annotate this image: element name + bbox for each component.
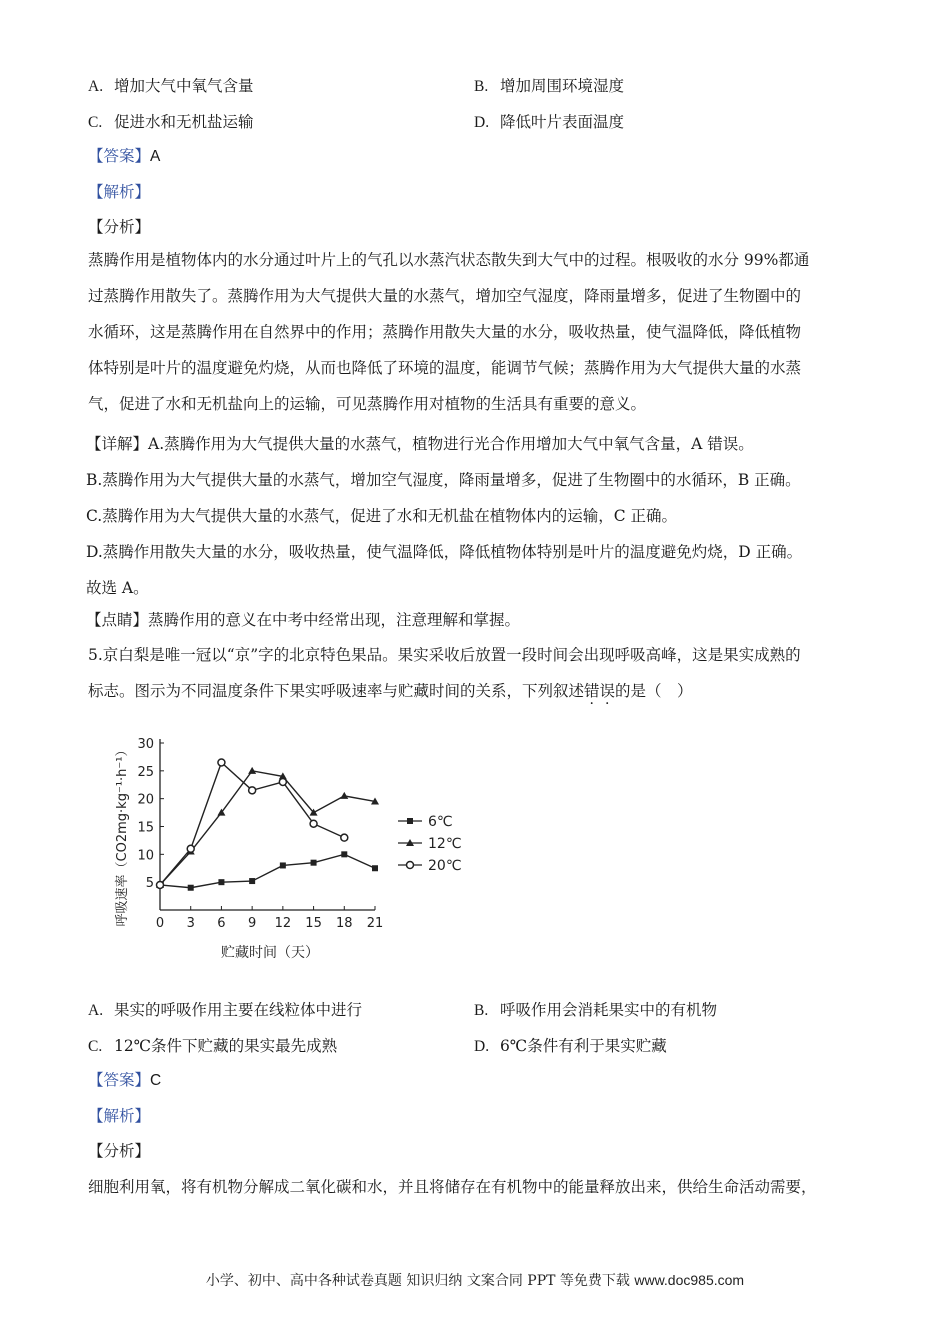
footer-text: 小学、初中、高中各种试卷真题 知识归纳 文案合同 PPT 等免费下载 [205, 1273, 630, 1289]
x-tick-label: 21 [366, 916, 384, 931]
y-tick-label: 30 [137, 737, 154, 752]
option-a [88, 76, 254, 97]
y-tick-label: 5 [145, 876, 154, 892]
fenxi-tag: 【分析】 [88, 1142, 151, 1160]
fenxi-line: 体特别是叶片的温度避免灼烧，从而也降低了环境的温度，能调节气候；蒸腾作用为大气提供大量的水蒸 [88, 359, 802, 377]
q5-stem-line2 [88, 681, 693, 701]
option-label: D. [474, 1038, 490, 1055]
footer [0, 1270, 950, 1290]
x-tick-label: 18 [336, 916, 353, 931]
series-line-triangle [160, 771, 375, 885]
answer-tag: 【答案】 [88, 1071, 151, 1089]
x-tick-label: 9 [248, 916, 257, 931]
detail-line: 【详解】A.蒸腾作用为大气提供大量的水蒸气，植物进行光合作用增加大气中氧气含量，A 错误。 [86, 435, 754, 453]
chart-ylabel: 呼吸速率（CO2mg·kg⁻¹·h⁻¹） [115, 743, 130, 927]
q5-stem-text: 的是（ ） [615, 682, 693, 700]
option-text: 果实的呼吸作用主要在线粒体中进行 [114, 1001, 363, 1019]
dianjing-line: 【点睛】蒸腾作用的意义在中考中经常出现，注意理解和掌握。 [86, 611, 521, 629]
data-point-triangle [340, 792, 348, 799]
data-point-square [218, 879, 224, 885]
fenxi-line: 蒸腾作用是植物体内的水分通过叶片上的气孔以水蒸汽状态散失到大气中的过程。根吸收的水分 99%都通 [88, 251, 810, 269]
x-tick-label: 6 [217, 916, 226, 931]
option-text: 降低叶片表面温度 [500, 113, 625, 131]
data-point-circle [249, 787, 256, 794]
analysis-tag: 【解析】 [88, 1107, 151, 1125]
option-label: C. [88, 114, 103, 131]
option-label: B. [474, 78, 489, 95]
data-point-square [280, 862, 286, 868]
data-point-square [372, 865, 378, 871]
data-point-circle [310, 820, 317, 827]
y-tick-label: 10 [137, 848, 154, 864]
fenxi-line: 过蒸腾作用散失了。蒸腾作用为大气提供大量的水蒸气，增加空气湿度，降雨量增多，促进了生物圈中的 [88, 287, 802, 305]
option-d [474, 1036, 667, 1057]
data-point-circle [279, 778, 286, 785]
option-d [474, 112, 624, 133]
option-text: 6℃条件有利于果实贮藏 [500, 1037, 667, 1055]
legend-marker-square [407, 818, 413, 824]
x-tick-label: 15 [305, 916, 322, 931]
x-tick-label: 12 [274, 916, 292, 931]
q5-emph-char: 误 [599, 682, 616, 700]
analysis-tag: 【解析】 [88, 183, 151, 201]
data-point-circle [341, 834, 348, 841]
detail-line: D.蒸腾作用散失大量的水分，吸收热量，使气温降低，降低植物体特别是叶片的温度避免灼烧，D 正确。 [86, 543, 803, 561]
series-line-square [160, 854, 375, 887]
option-c [88, 1036, 337, 1057]
x-tick-label: 0 [155, 916, 165, 931]
q5-stem-text: 标志。图示为不同温度条件下果实呼吸速率与贮藏时间的关系，下列叙述 [88, 682, 585, 700]
footer-url[interactable]: www.doc985.com [634, 1272, 745, 1288]
answer-line [88, 146, 160, 167]
answer-line [88, 1070, 161, 1091]
option-label: A. [88, 1002, 104, 1019]
fenxi-line: 水循环，这是蒸腾作用在自然界中的作用；蒸腾作用散失大量的水分，吸收热量，使气温降低，降低植物 [88, 323, 802, 341]
option-label: A. [88, 78, 104, 95]
option-label: B. [474, 1002, 489, 1019]
data-point-square [311, 860, 317, 866]
fenxi-paragraph [88, 242, 868, 422]
y-tick-label: 25 [137, 764, 154, 780]
q5-emph-char: 错 [584, 682, 600, 700]
fenxi-line: 气，促进了水和无机盐向上的运输，可见蒸腾作用对植物的生活具有重要的意义。 [88, 395, 647, 413]
x-tick-label: 3 [186, 916, 195, 931]
option-c [88, 112, 254, 133]
data-point-square [341, 851, 347, 857]
detail-line: 故选 A。 [86, 579, 149, 597]
option-b [474, 1000, 717, 1021]
detail-line: B.蒸腾作用为大气提供大量的水蒸气，增加空气湿度，降雨量增多，促进了生物圈中的水循环，B 正确。 [86, 471, 801, 489]
answer-value: A [150, 148, 161, 165]
fenxi-tag: 【分析】 [88, 218, 151, 236]
option-text: 增加大气中氧气含量 [114, 77, 254, 95]
option-b [474, 76, 624, 97]
y-tick-label: 15 [137, 820, 154, 836]
option-label: D. [474, 114, 490, 131]
data-point-circle [218, 759, 225, 766]
option-text: 促进水和无机盐运输 [114, 113, 254, 131]
answer-tag: 【答案】 [88, 147, 151, 165]
legend-label: 6℃ [428, 814, 453, 830]
chart-xlabel: 贮藏时间（天） [221, 945, 319, 961]
data-point-circle [157, 881, 164, 888]
option-text: 12℃条件下贮藏的果实最先成熟 [114, 1037, 338, 1055]
detail-paragraph [86, 426, 866, 606]
legend-label: 20℃ [428, 858, 462, 874]
data-point-circle [187, 845, 194, 852]
option-text: 增加周围环境湿度 [500, 77, 625, 95]
detail-line: C.蒸腾作用为大气提供大量的水蒸气，促进了水和无机盐在植物体内的运输，C 正确。 [86, 507, 678, 525]
legend-marker-circle [407, 862, 414, 869]
data-point-square [188, 885, 194, 891]
option-a [88, 1000, 362, 1021]
legend-label: 12℃ [428, 836, 462, 852]
answer-value: C [150, 1072, 162, 1089]
respiration-rate-chart [100, 715, 520, 975]
q5-stem-line1: 5.京白梨是唯一冠以“京”字的北京特色果品。果实采收后放置一段时间会出现呼吸高峰，这是果实成熟的 [88, 646, 801, 664]
fenxi-line: 细胞利用氧，将有机物分解成二氧化碳和水，并且将储存在有机物中的能量释放出来，供给生命活动需要， [88, 1178, 817, 1196]
data-point-triangle [248, 767, 256, 774]
option-label: C. [88, 1038, 103, 1055]
y-tick-label: 20 [137, 792, 154, 808]
data-point-square [249, 878, 255, 884]
option-text: 呼吸作用会消耗果实中的有机物 [500, 1001, 718, 1019]
